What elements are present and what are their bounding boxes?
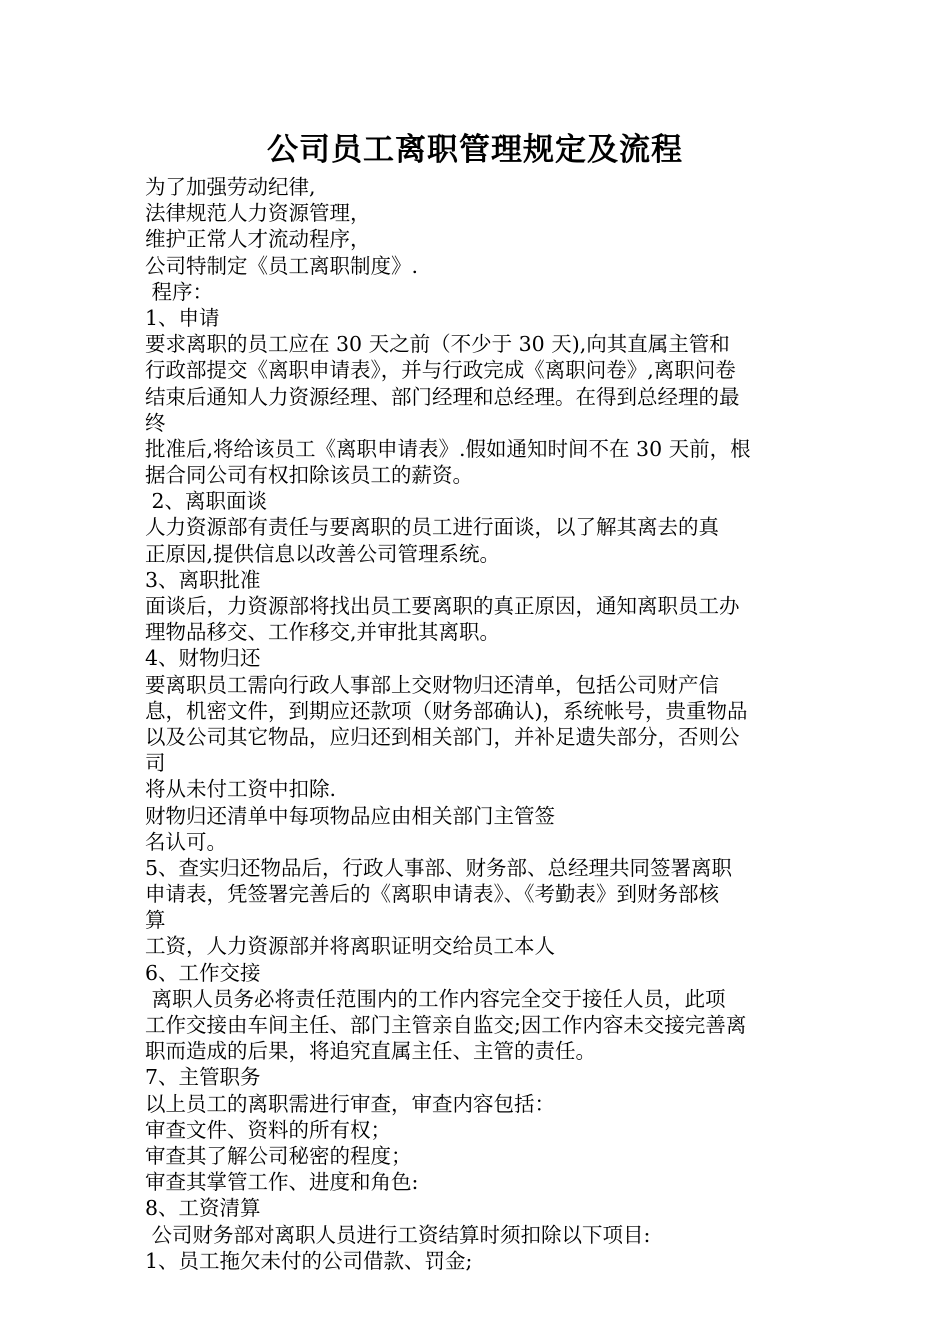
text-line: 职而造成的后果，将追究直属主任、主管的责任。: [145, 1039, 596, 1064]
text-line: 以上员工的离职需进行审查，审查内容包括：: [145, 1091, 555, 1116]
text-line: 据合同公司有权扣除该员工的薪资。: [145, 463, 473, 488]
text-line: 行政部提交《离职申请表》，并与行政完成《离职问卷》,离职问卷: [145, 358, 736, 383]
text-line: 审查其了解公司秘密的程度；: [145, 1143, 412, 1168]
text-line: 名认可。: [145, 829, 227, 854]
text-line: 7、主管职务: [145, 1065, 261, 1090]
text-line: 5、查实归还物品后，行政人事部、财务部、总经理共同签署离职: [145, 855, 733, 880]
text-line: 批准后,将给该员工《离职申请表》.假如通知时间不在 30 天前，根: [145, 436, 751, 461]
text-line: 工作交接由车间主任、部门主管亲自监交;因工作内容未交接完善离: [145, 1013, 747, 1037]
text-line: 理物品移交、工作移交,并审批其离职。: [145, 620, 501, 645]
text-line: 工资，人力资源部并将离职证明交给员工本人: [145, 934, 555, 959]
text-line: 公司特制定《员工离职制度》.: [145, 253, 419, 278]
text-line: 维护正常人才流动程序，: [145, 227, 371, 252]
text-line: 4、财物归还: [145, 646, 261, 671]
text-line: 审查其掌管工作、进度和角色:: [145, 1170, 419, 1195]
text-line: 申请表，凭签署完善后的《离职申请表》、《考勤表》到财务部核: [145, 882, 719, 907]
text-line: 为了加强劳动纪律,: [145, 175, 316, 199]
text-line: 正原因,提供信息以改善公司管理系统。: [145, 541, 501, 566]
text-line: 终: [145, 410, 166, 435]
text-line: 公司财务部对离职人员进行工资结算时须扣除以下项目:: [145, 1222, 651, 1247]
text-line: 8、工资清算: [145, 1196, 261, 1221]
text-line: 算: [145, 908, 166, 933]
text-line: 将从未付工资中扣除.: [145, 777, 337, 802]
text-line: 6、工作交接: [145, 960, 261, 985]
text-line: 财物归还清单中每项物品应由相关部门主管签: [145, 803, 555, 828]
text-line: 司: [145, 751, 166, 776]
text-line: 1、申请: [145, 305, 220, 330]
document-body: [145, 174, 810, 1274]
text-line: 要离职员工需向行政人事部上交财物归还清单，包括公司财产信: [145, 672, 719, 697]
text-line: 审查文件、资料的所有权；: [145, 1117, 391, 1142]
text-line: 离职人员务必将责任范围内的工作内容完全交于接任人员，此项: [145, 986, 726, 1011]
text-line: 人力资源部有责任与要离职的员工进行面谈，以了解其离去的真: [145, 515, 719, 540]
document-title: 公司员工离职管理规定及流程: [267, 132, 683, 168]
text-line: 结束后通知人力资源经理、部门经理和总经理。在得到总经理的最: [145, 384, 740, 409]
text-line: 1、员工拖欠未付的公司借款、罚金;: [145, 1248, 473, 1273]
text-line: 息，机密文件，到期应还款项（财务部确认)，系统帐号，贵重物品: [145, 698, 748, 723]
text-line: 要求离职的员工应在 30 天之前（不少于 30 天),向其直属主管和: [145, 332, 730, 357]
text-line: 3、离职批准: [145, 567, 261, 592]
text-line: 2、离职面谈: [145, 489, 268, 514]
text-line: 以及公司其它物品，应归还到相关部门，并补足遗失部分，否则公: [145, 724, 740, 749]
text-line: 法律规范人力资源管理，: [145, 201, 371, 226]
text-line: 程序：: [145, 279, 214, 304]
text-line: 面谈后，力资源部将找出员工要离职的真正原因，通知离职员工办: [145, 594, 740, 618]
